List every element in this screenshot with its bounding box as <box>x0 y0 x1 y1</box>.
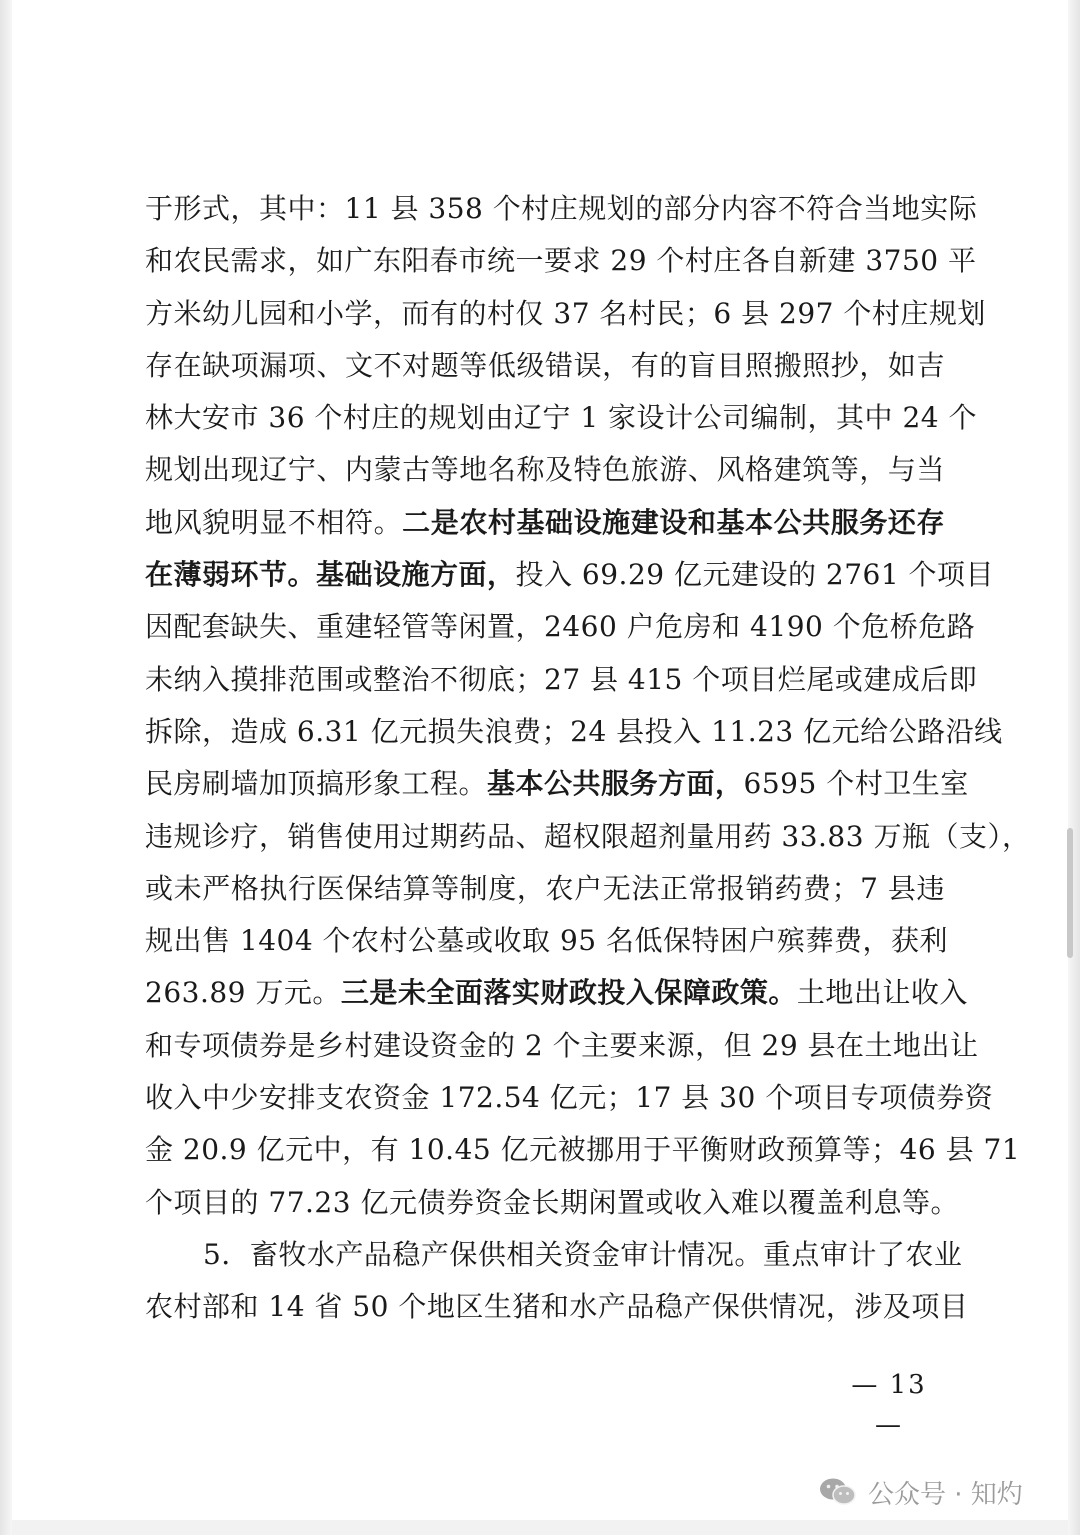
text-line <box>145 1020 979 1072</box>
text-segment: 个项目的 77.23 亿元债券资金长期闲置或收入难以覆盖利息等。 <box>145 1185 959 1219</box>
bold-text-segment: 二是农村基础设施建设和基本公共服务还存 <box>402 505 945 539</box>
text-line <box>145 340 945 392</box>
text-segment: 农村部和 14 省 50 个地区生猪和水产品稳产保供情况，涉及项目 <box>145 1290 969 1324</box>
text-segment: 6595 个村卫生室 <box>743 767 969 801</box>
scrollbar-thumb[interactable] <box>1067 828 1073 958</box>
document-body <box>145 183 1031 1334</box>
text-line <box>145 235 977 287</box>
text-line <box>145 444 945 496</box>
text-segment: 或未严格执行医保结算等制度，农户无法正常报销药费；7 县违 <box>145 871 945 905</box>
text-segment: 和农民需求，如广东阳春市统一要求 29 个村庄各自新建 3750 平 <box>145 244 977 278</box>
watermark-text: 公众号 · 知灼 <box>868 1479 1023 1510</box>
text-line <box>145 915 948 967</box>
text-line <box>145 549 995 601</box>
text-segment: 因配套缺失、重建轻管等闲置，2460 户危房和 4190 个危桥危路 <box>145 610 976 644</box>
text-line <box>145 1072 994 1124</box>
text-line <box>145 183 978 235</box>
text-line <box>145 811 1031 863</box>
text-segment: 263.89 万元。 <box>145 976 341 1010</box>
text-segment: 未纳入摸排范围或整治不彻底；27 县 415 个项目烂尾或建成后即 <box>145 662 978 696</box>
text-line <box>145 1229 963 1281</box>
bold-text-segment: 基本公共服务方面， <box>487 767 744 801</box>
text-segment: 方米幼儿园和小学，而有的村仅 37 名村民；6 县 297 个村庄规划 <box>145 296 986 330</box>
text-line <box>145 758 969 810</box>
text-line <box>145 497 945 549</box>
text-line <box>145 1124 1021 1176</box>
watermark <box>818 1470 1023 1514</box>
bold-text-segment: 在薄弱环节。基础设施方面， <box>145 558 516 592</box>
text-segment: 金 20.9 亿元中，有 10.45 亿元被挪用于平衡财政预算等；46 县 71 <box>145 1133 1021 1167</box>
text-segment: 5．畜牧水产品稳产保供相关资金审计情况。重点审计了农业 <box>203 1237 963 1271</box>
text-line <box>145 1281 969 1333</box>
text-line <box>145 706 1003 758</box>
text-segment: 民房刷墙加顶搞形象工程。 <box>145 767 488 801</box>
text-segment: 存在缺项漏项、文不对题等低级错误，有的盲目照搬照抄，如吉 <box>145 348 945 382</box>
text-segment: 和专项债券是乡村建设资金的 2 个主要来源，但 29 县在土地出让 <box>145 1028 979 1062</box>
text-line <box>145 392 977 444</box>
text-line <box>145 288 986 340</box>
text-segment: 投入 69.29 亿元建设的 2761 个项目 <box>515 558 995 592</box>
text-segment: 拆除，造成 6.31 亿元损失浪费；24 县投入 11.23 亿元给公路沿线 <box>145 714 1003 748</box>
bold-text-segment: 三是未全面落实财政投入保障政策。 <box>340 976 797 1010</box>
page-number: — 13 — <box>851 1370 927 1440</box>
text-line <box>145 1177 959 1229</box>
text-segment: 规出售 1404 个农村公墓或收取 95 名低保特困户殡葬费，获利 <box>145 924 948 958</box>
text-line <box>145 863 945 915</box>
page-edge-left <box>0 0 12 1535</box>
text-segment: 违规诊疗，销售使用过期药品、超权限超剂量用药 33.83 万瓶（支）， <box>145 819 1031 853</box>
text-segment: 于形式，其中：11 县 358 个村庄规划的部分内容不符合当地实际 <box>145 192 978 225</box>
text-segment: 土地出让收入 <box>796 976 968 1010</box>
text-line <box>145 654 978 706</box>
text-line <box>145 967 968 1019</box>
text-segment: 规划出现辽宁、内蒙古等地名称及特色旅游、风格建筑等，与当 <box>145 453 945 487</box>
text-line <box>145 601 976 653</box>
text-segment: 林大安市 36 个村庄的规划由辽宁 1 家设计公司编制，其中 24 个 <box>145 401 977 435</box>
wechat-official-account-icon <box>818 1476 858 1508</box>
page-edge-right <box>1068 0 1080 1535</box>
text-segment: 地风貌明显不相符。 <box>145 505 403 539</box>
text-segment: 收入中少安排支农资金 172.54 亿元；17 县 30 个项目专项债券资 <box>145 1081 994 1115</box>
